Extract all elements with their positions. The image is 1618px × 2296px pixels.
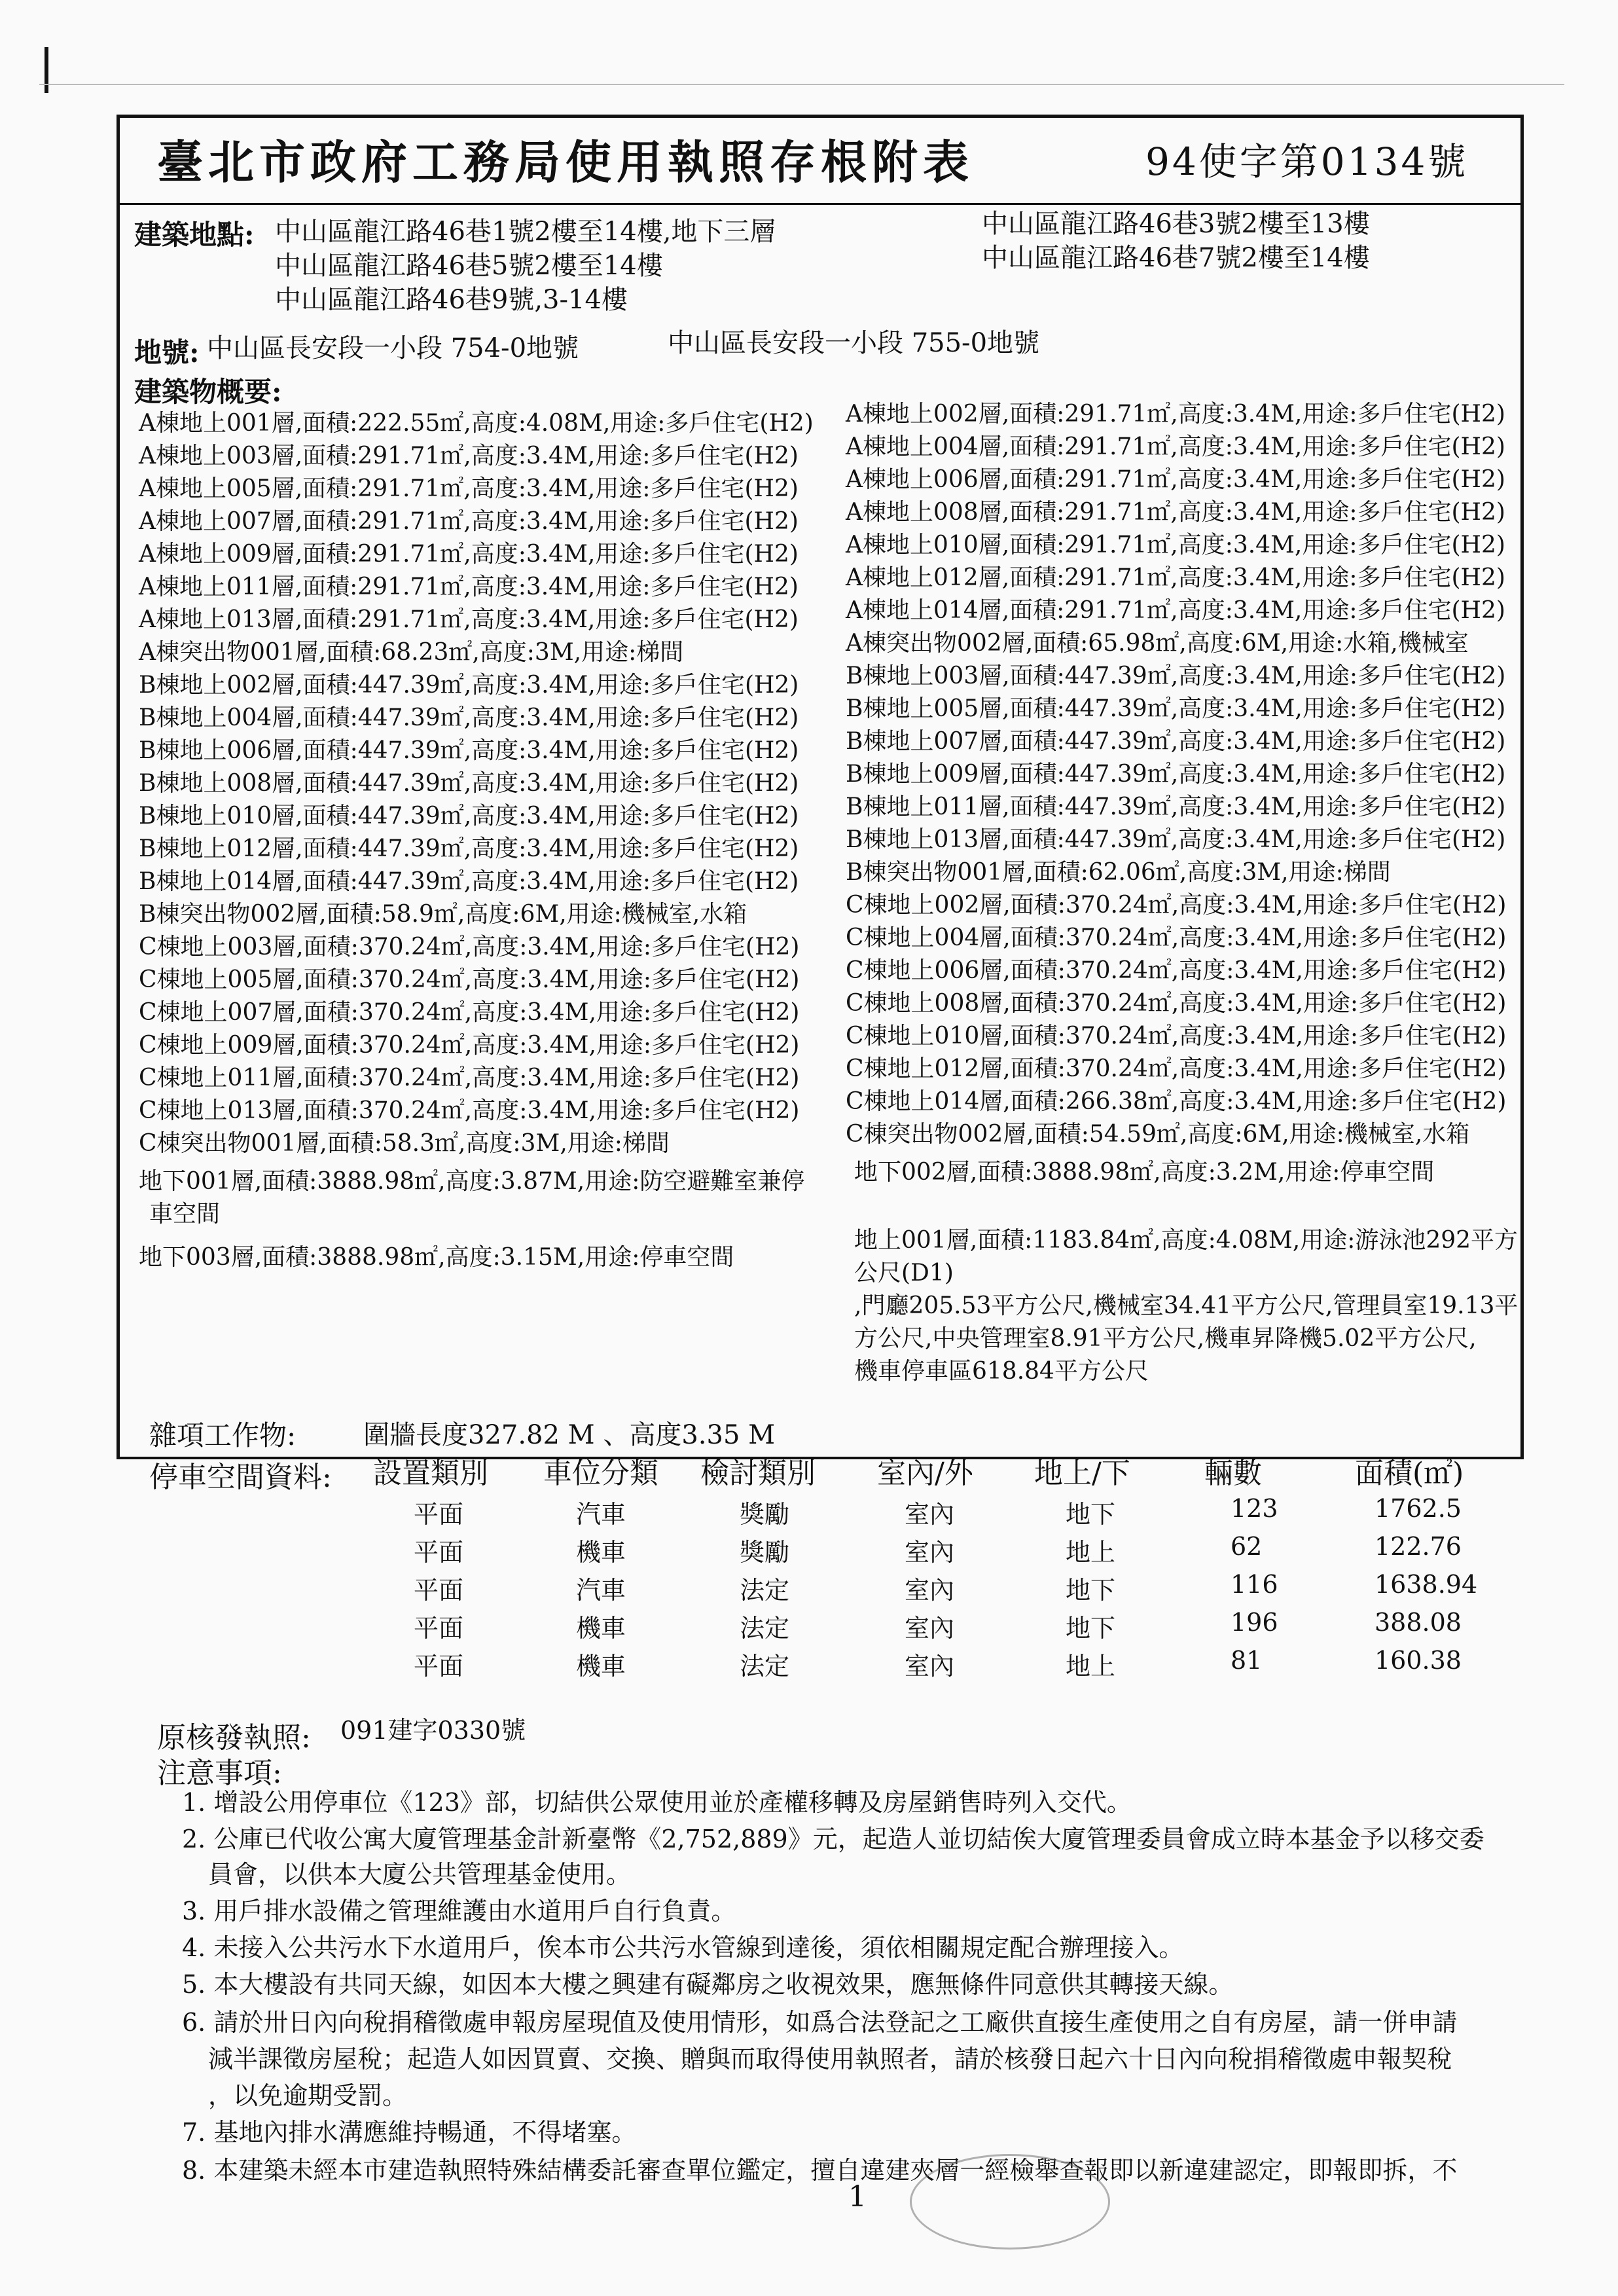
parking-cell: 室內	[905, 1538, 955, 1567]
overview-row-right: A棟地上008層,面積:291.71㎡,高度:3.4M,用途:多戶住宅(H2)	[846, 499, 1505, 526]
parking-cell: 機車	[576, 1652, 626, 1681]
parking-cell: 室內	[905, 1500, 955, 1529]
overview-row-right: B棟地上007層,面積:447.39㎡,高度:3.4M,用途:多戶住宅(H2)	[846, 728, 1506, 755]
overview-row-left: A棟地上001層,面積:222.55㎡,高度:4.08M,用途:多戶住宅(H2)	[139, 410, 814, 437]
overview-row-left: B棟地上012層,面積:447.39㎡,高度:3.4M,用途:多戶住宅(H2)	[139, 835, 799, 862]
overview-row-left: 地下001層,面積:3888.98㎡,高度:3.87M,用途:防空避難室兼停	[139, 1168, 805, 1195]
overview-row-right: 方公尺,中央管理室8.91平方公尺,機車昇降機5.02平方公尺,	[854, 1325, 1477, 1352]
parking-cell: 81	[1231, 1646, 1263, 1675]
parking-column-header: 面積(㎡)	[1355, 1457, 1464, 1490]
overview-row-right: C棟地上002層,面積:370.24㎡,高度:3.4M,用途:多戶住宅(H2)	[846, 892, 1507, 919]
overview-row-left: B棟地上004層,面積:447.39㎡,高度:3.4M,用途:多戶住宅(H2)	[139, 704, 799, 731]
original-permit-label: 原核發執照:	[157, 1721, 311, 1755]
overview-row-right: A棟地上002層,面積:291.71㎡,高度:3.4M,用途:多戶住宅(H2)	[846, 401, 1505, 428]
note-line: 2. 公庫已代收公寓大廈管理基金計新臺幣《2,752,889》元，起造人並切結俟大廈管理委員會成立時本基金予以移交委	[182, 1825, 1484, 1853]
overview-row-left: B棟地上010層,面積:447.39㎡,高度:3.4M,用途:多戶住宅(H2)	[139, 803, 799, 829]
overview-row-left: B棟地上006層,面積:447.39㎡,高度:3.4M,用途:多戶住宅(H2)	[139, 737, 799, 764]
parking-cell: 388.08	[1375, 1608, 1462, 1637]
parking-cell: 機車	[576, 1538, 626, 1567]
overview-row-left: A棟地上003層,面積:291.71㎡,高度:3.4M,用途:多戶住宅(H2)	[139, 443, 799, 469]
location-line: 中山區龍江路46巷1號2樓至14樓,地下三層	[275, 217, 776, 247]
margin-mark	[45, 47, 48, 93]
parking-cell: 室內	[905, 1652, 955, 1681]
location-label: 建築地點:	[134, 219, 255, 251]
parking-cell: 123	[1231, 1494, 1278, 1523]
overview-row-right: C棟地上010層,面積:370.24㎡,高度:3.4M,用途:多戶住宅(H2)	[846, 1023, 1507, 1049]
parking-label: 停車空間資料:	[149, 1461, 332, 1494]
note-line: 3. 用戶排水設備之管理維護由水道用戶自行負責。	[182, 1897, 736, 1925]
seal-stamp	[910, 2154, 1110, 2250]
overview-row-right: B棟地上011層,面積:447.39㎡,高度:3.4M,用途:多戶住宅(H2)	[846, 793, 1506, 820]
permit-number: 94使字第0134號	[1145, 139, 1469, 184]
overview-row-left: B棟地上002層,面積:447.39㎡,高度:3.4M,用途:多戶住宅(H2)	[139, 672, 799, 699]
overview-row-left: A棟地上013層,面積:291.71㎡,高度:3.4M,用途:多戶住宅(H2)	[139, 606, 799, 633]
overview-row-right: C棟突出物002層,面積:54.59㎡,高度:6M,用途:機械室,水箱	[846, 1121, 1470, 1148]
parking-cell: 汽車	[576, 1500, 626, 1529]
note-line: 1. 增設公用停車位《123》部，切結供公眾使用並於產權移轉及房屋銷售時列入交代。	[182, 1788, 1132, 1817]
overview-row-right: B棟地上013層,面積:447.39㎡,高度:3.4M,用途:多戶住宅(H2)	[846, 826, 1506, 853]
overview-row-left: A棟地上005層,面積:291.71㎡,高度:3.4M,用途:多戶住宅(H2)	[139, 475, 799, 502]
note-line: 員會，以供本大廈公共管理基金使用。	[208, 1860, 632, 1889]
parking-column-header: 室內/外	[877, 1457, 973, 1490]
overview-row-left: A棟突出物001層,面積:68.23㎡,高度:3M,用途:梯間	[139, 639, 684, 666]
parking-cell: 122.76	[1375, 1532, 1462, 1561]
overview-row-left: B棟突出物002層,面積:58.9㎡,高度:6M,用途:機械室,水箱	[139, 901, 747, 928]
lot-label: 地號:	[134, 337, 200, 369]
overview-row-left: A棟地上009層,面積:291.71㎡,高度:3.4M,用途:多戶住宅(H2)	[139, 541, 799, 568]
page-title: 臺北市政府工務局使用執照存根附表	[157, 135, 974, 189]
overview-row-right: 地上001層,面積:1183.84㎡,高度:4.08M,用途:游泳池292平方	[854, 1227, 1519, 1254]
original-permit-value: 091建字0330號	[340, 1716, 526, 1745]
page-number: 1	[848, 2180, 867, 2214]
overview-row-right: A棟突出物002層,面積:65.98㎡,高度:6M,用途:水箱,機械室	[846, 630, 1469, 657]
overview-row-left: 車空間	[149, 1201, 221, 1228]
parking-cell: 160.38	[1375, 1646, 1462, 1675]
overview-row-right: C棟地上006層,面積:370.24㎡,高度:3.4M,用途:多戶住宅(H2)	[846, 957, 1507, 984]
overview-row-left: C棟地上003層,面積:370.24㎡,高度:3.4M,用途:多戶住宅(H2)	[139, 934, 800, 960]
overview-row-left: A棟地上011層,面積:291.71㎡,高度:3.4M,用途:多戶住宅(H2)	[139, 574, 799, 600]
top-rule	[39, 84, 1564, 85]
lot-number: 中山區長安段一小段 755-0地號	[668, 328, 1040, 358]
parking-cell: 獎勵	[740, 1500, 790, 1529]
note-line: 4. 未接入公共污水下水道用戶，俟本市公共污水管線到達後，須依相關規定配合辦理接入。	[182, 1933, 1184, 1962]
parking-cell: 法定	[740, 1614, 790, 1643]
note-line: 7. 基地內排水溝應維持暢通，不得堵塞。	[182, 2118, 637, 2147]
note-line: 6. 請於卅日內向稅捐稽徵處申報房屋現值及使用情形，如爲合法登記之工廠供直接生產使用之自有房屋，請一併申請	[182, 2008, 1458, 2037]
overview-row-right: 地下002層,面積:3888.98㎡,高度:3.2M,用途:停車空間	[854, 1159, 1435, 1186]
overview-row-right: 機車停車區618.84平方公尺	[854, 1358, 1149, 1385]
overview-row-right: A棟地上010層,面積:291.71㎡,高度:3.4M,用途:多戶住宅(H2)	[846, 532, 1505, 558]
parking-cell: 地下	[1066, 1576, 1116, 1605]
parking-column-header: 地上/下	[1034, 1457, 1130, 1490]
parking-cell: 平面	[414, 1576, 464, 1605]
parking-cell: 1638.94	[1375, 1570, 1478, 1599]
overview-row-left: B棟地上014層,面積:447.39㎡,高度:3.4M,用途:多戶住宅(H2)	[139, 868, 799, 895]
parking-cell: 法定	[740, 1576, 790, 1605]
note-line: 8. 本建築未經本市建造執照特殊結構委託審查單位鑑定，擅自違建夾層一經檢舉查報即以新違建認定，即報即拆，不	[182, 2156, 1458, 2185]
overview-row-right: 公尺(D1)	[854, 1260, 954, 1286]
parking-cell: 62	[1231, 1532, 1263, 1561]
overview-row-right: C棟地上008層,面積:370.24㎡,高度:3.4M,用途:多戶住宅(H2)	[846, 990, 1507, 1017]
parking-cell: 法定	[740, 1652, 790, 1681]
parking-cell: 地上	[1066, 1538, 1116, 1567]
parking-cell: 室內	[905, 1614, 955, 1643]
overview-row-left: C棟地上011層,面積:370.24㎡,高度:3.4M,用途:多戶住宅(H2)	[139, 1065, 800, 1091]
parking-cell: 196	[1231, 1608, 1278, 1637]
overview-row-right: ,門廳205.53平方公尺,機械室34.41平方公尺,管理員室19.13平	[854, 1292, 1519, 1319]
overview-row-right: A棟地上012層,面積:291.71㎡,高度:3.4M,用途:多戶住宅(H2)	[846, 564, 1505, 591]
overview-row-right: B棟地上003層,面積:447.39㎡,高度:3.4M,用途:多戶住宅(H2)	[846, 663, 1506, 689]
parking-cell: 獎勵	[740, 1538, 790, 1567]
overview-row-right: A棟地上014層,面積:291.71㎡,高度:3.4M,用途:多戶住宅(H2)	[846, 597, 1505, 624]
overview-row-left: C棟突出物001層,面積:58.3㎡,高度:3M,用途:梯間	[139, 1130, 670, 1157]
parking-column-header: 設置類別	[373, 1457, 488, 1490]
overview-row-right: C棟地上012層,面積:370.24㎡,高度:3.4M,用途:多戶住宅(H2)	[846, 1055, 1507, 1082]
location-line: 中山區龍江路46巷3號2樓至13樓	[982, 209, 1370, 239]
parking-column-header: 檢討類別	[700, 1457, 816, 1490]
notes-label: 注意事項:	[157, 1757, 282, 1790]
overview-row-left: C棟地上005層,面積:370.24㎡,高度:3.4M,用途:多戶住宅(H2)	[139, 966, 800, 993]
note-line: 減半課徵房屋稅；起造人如因買賣、交換、贈與而取得使用執照者，請於核發日起六十日內向稅捐稽徵處申報契稅	[208, 2045, 1452, 2073]
parking-cell: 平面	[414, 1538, 464, 1567]
misc-value: 圍牆長度327.82 M 、高度3.35 M	[363, 1420, 776, 1450]
parking-cell: 平面	[414, 1652, 464, 1681]
overview-row-left: C棟地上009層,面積:370.24㎡,高度:3.4M,用途:多戶住宅(H2)	[139, 1032, 800, 1059]
parking-cell: 地上	[1066, 1652, 1116, 1681]
location-line: 中山區龍江路46巷5號2樓至14樓	[275, 251, 663, 281]
parking-cell: 平面	[414, 1500, 464, 1529]
overview-row-right: A棟地上006層,面積:291.71㎡,高度:3.4M,用途:多戶住宅(H2)	[846, 466, 1505, 493]
overview-row-right: B棟地上005層,面積:447.39㎡,高度:3.4M,用途:多戶住宅(H2)	[846, 695, 1506, 722]
note-line: ，以免逾期受罰。	[208, 2081, 408, 2110]
misc-label: 雜項工作物:	[149, 1419, 297, 1451]
location-line: 中山區龍江路46巷9號,3-14樓	[275, 285, 628, 315]
note-line: 5. 本大樓設有共同天線，如因本大樓之興建有礙鄰房之收視效果，應無條件同意供其轉接天線。	[182, 1970, 1234, 1999]
parking-cell: 116	[1231, 1570, 1278, 1599]
parking-cell: 汽車	[576, 1576, 626, 1605]
parking-cell: 平面	[414, 1614, 464, 1643]
overview-row-right: C棟地上014層,面積:266.38㎡,高度:3.4M,用途:多戶住宅(H2)	[846, 1088, 1507, 1115]
parking-cell: 室內	[905, 1576, 955, 1605]
lot-number: 中山區長安段一小段 754-0地號	[207, 333, 579, 363]
overview-row-right: C棟地上004層,面積:370.24㎡,高度:3.4M,用途:多戶住宅(H2)	[846, 924, 1507, 951]
overview-row-left: A棟地上007層,面積:291.71㎡,高度:3.4M,用途:多戶住宅(H2)	[139, 508, 799, 535]
parking-cell: 地下	[1066, 1500, 1116, 1529]
overview-row-right: A棟地上004層,面積:291.71㎡,高度:3.4M,用途:多戶住宅(H2)	[846, 433, 1505, 460]
overview-row-right: B棟突出物001層,面積:62.06㎡,高度:3M,用途:梯間	[846, 859, 1391, 886]
overview-row-right: B棟地上009層,面積:447.39㎡,高度:3.4M,用途:多戶住宅(H2)	[846, 761, 1506, 788]
parking-cell: 機車	[576, 1614, 626, 1643]
overview-row-left: B棟地上008層,面積:447.39㎡,高度:3.4M,用途:多戶住宅(H2)	[139, 770, 799, 797]
location-line: 中山區龍江路46巷7號2樓至14樓	[982, 243, 1370, 273]
parking-column-header: 輛數	[1204, 1457, 1262, 1490]
overview-row-left: C棟地上013層,面積:370.24㎡,高度:3.4M,用途:多戶住宅(H2)	[139, 1097, 800, 1124]
overview-row-left: C棟地上007層,面積:370.24㎡,高度:3.4M,用途:多戶住宅(H2)	[139, 999, 800, 1026]
parking-cell: 1762.5	[1375, 1494, 1462, 1523]
parking-cell: 地下	[1066, 1614, 1116, 1643]
overview-row-left: 地下003層,面積:3888.98㎡,高度:3.15M,用途:停車空間	[139, 1244, 734, 1271]
overview-label: 建築物概要:	[134, 376, 282, 408]
parking-column-header: 車位分類	[543, 1457, 658, 1490]
